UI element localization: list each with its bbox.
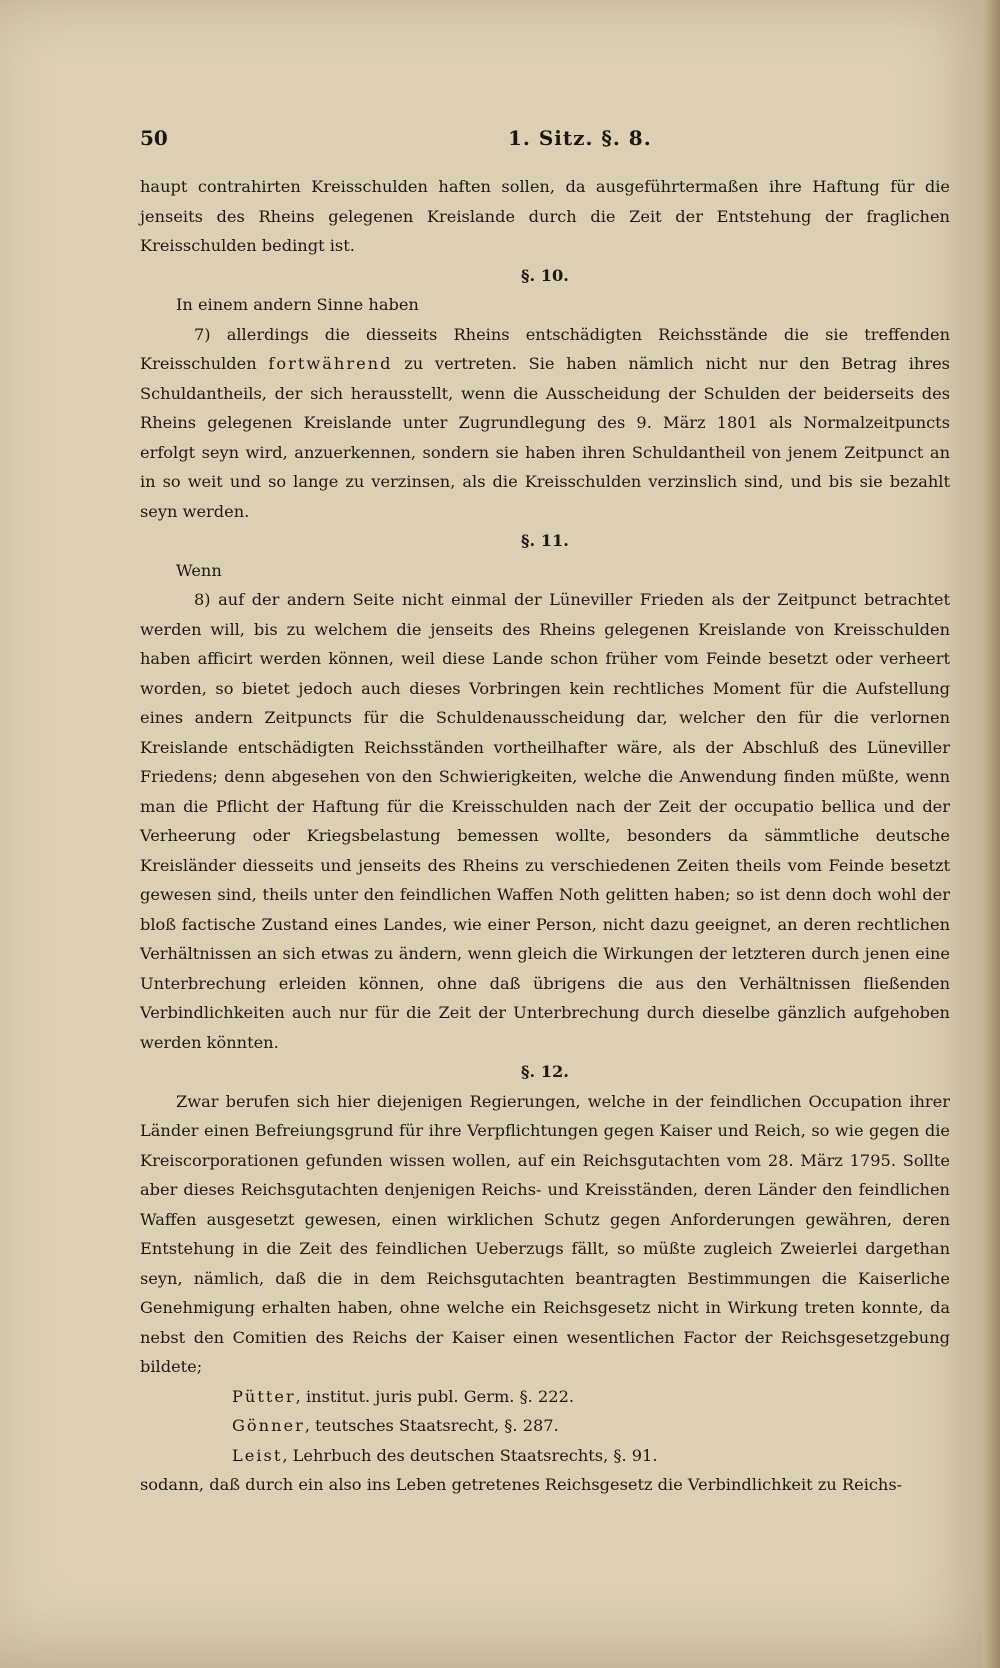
- citation-1-author: Pütter: [232, 1386, 296, 1406]
- section-heading-12: §. 12.: [521, 1062, 569, 1081]
- citation-1: [140, 1382, 950, 1412]
- paragraph-3-intro: Wenn: [176, 560, 222, 580]
- paragraph-2: [140, 320, 950, 527]
- paragraph-2-start: 7) allerdings die diesseits Rheins entschädigten Reichsstände die sie treffenden Kreisschulden: [140, 324, 950, 373]
- citation-2-text: , teutsches Staatsrecht, §. 287.: [304, 1416, 559, 1435]
- paragraph-5: sodann, daß durch ein also ins Leben getretenes Reichsgesetz die Verbindlichkeit zu Reichs-: [140, 1475, 903, 1494]
- section-heading-10: §. 10.: [521, 265, 569, 285]
- section-heading-11: §. 11.: [521, 531, 569, 550]
- citation-3-text: , Lehrbuch des deutschen Staatsrechts, §. 91.: [282, 1445, 658, 1465]
- citation-1-text: , institut. juris publ. Germ. §. 222.: [295, 1386, 575, 1406]
- paragraph-1: haupt contrahirten Kreisschulden haften sollen, da ausgeführtermaßen ihre Haftung für die jenseits des Rheins gelegenen Kreislande durch die Zeit der Entstehung der fraglichen Kreisschulden bedingt ist.: [140, 177, 950, 255]
- page-edge: [982, 0, 1000, 1668]
- citation-3-author: Leist: [232, 1445, 283, 1465]
- paragraph-2-emphasis: fortwährend: [268, 354, 393, 373]
- citation-2-author: Gönner: [232, 1416, 305, 1435]
- paragraph-3: 8) auf der andern Seite nicht einmal der Lüneviller Frieden als der Zeitpunct betrachtet werden will, bis zu welchem die jenseits des Rheins gelegenen Kreislande von Kreisschulden haben afficirt werden können, weil diese Lande schon früher vom Feinde besetzt oder verheert worden, so bietet jedoch auch dieses Vorbringen kein rechtliches Moment für die Aufstellung eines andern Zeitpuncts für die Schuldenausscheidung dar, welcher den für die verlornen Kreislande entschädigten Reichsständen vortheilhafter wäre, als der Abschluß des Lüneviller Friedens; denn abgesehen von den Schwierigkeiten, welche die Anwendung finden müßte, wenn man die Pflicht der Haftung für die Kreisschulden nach der Zeit der occupatio bellica und der Verheerung oder Kriegsbelastung bemessen wollte, besonders da sämmtliche deutsche Kreisländer diesseits und jenseits des Rheins zu verschiedenen Zeiten theils vom Feinde besetzt gewesen sind, theils unter den feindlichen Waffen Noth gelitten haben; so ist denn doch wohl der bloß factische Zustand eines Landes, wie einer Person, nicht dazu geeignet, an deren rechtlichen Verhältnissen an sich etwas zu ändern, wenn gleich die Wirkungen der letzteren durch jenen eine Unterbrechung erleiden können, ohne daß übrigens die aus den Verhältnissen fließenden Verbindlichkeiten auch nur für die Zeit der Unterbrechung durch dieselbe gänzlich aufgehoben werden könnten.: [140, 590, 950, 1052]
- page-body: [140, 172, 950, 1500]
- running-title: 1. Sitz. §. 8.: [508, 126, 652, 150]
- paragraph-2-end: zu vertreten. Sie haben nämlich nicht nur den Betrag ihres Schuldantheils, der sich herausstellt, wenn die Ausscheidung der Schulden der beiderseits des Rheins gelegenen Kreislande unter Zugrundlegung des 9. März 1801 als Normalzeitpuncts erfolgt seyn wird, anzuerkennen, sondern sie haben ihren Schuldantheil von jenem Zeitpunct an in so weit und so lange zu verzinsen, als die Kreisschulden verzinslich sind, und bis sie bezahlt seyn werden.: [140, 354, 950, 521]
- page-header: [140, 126, 960, 156]
- citation-2: [140, 1411, 950, 1441]
- page-number: 50: [140, 126, 168, 150]
- paragraph-4: Zwar berufen sich hier diejenigen Regierungen, welche in der feindlichen Occupation ihrer Länder einen Befreiungsgrund für ihre Verpflichtungen gegen Kaiser und Reich, so wie gegen die Kreiscorporationen gefunden wissen wollen, auf ein Reichsgutachten vom 28. März 1795. Sollte aber dieses Reichsgutachten denjenigen Reichs- und Kreisständen, deren Länder den feindlichen Waffen ausgesetzt gewesen, einen wirklichen Schutz gegen Anforderungen gewähren, deren Entstehung in die Zeit des feindlichen Ueberzugs fällt, so müßte zugleich Zweierlei dargethan seyn, nämlich, daß die in dem Reichsgutachten beantragten Bestimmungen die Kaiserliche Genehmigung erhalten haben, ohne welche ein Reichsgesetz nicht in Wirkung treten konnte, da nebst den Comitien des Reichs der Kaiser einen wesentlichen Factor der Reichsgesetzgebung bildete;: [140, 1091, 950, 1376]
- citation-3: [140, 1441, 950, 1471]
- paragraph-2-intro: In einem andern Sinne haben: [176, 295, 419, 314]
